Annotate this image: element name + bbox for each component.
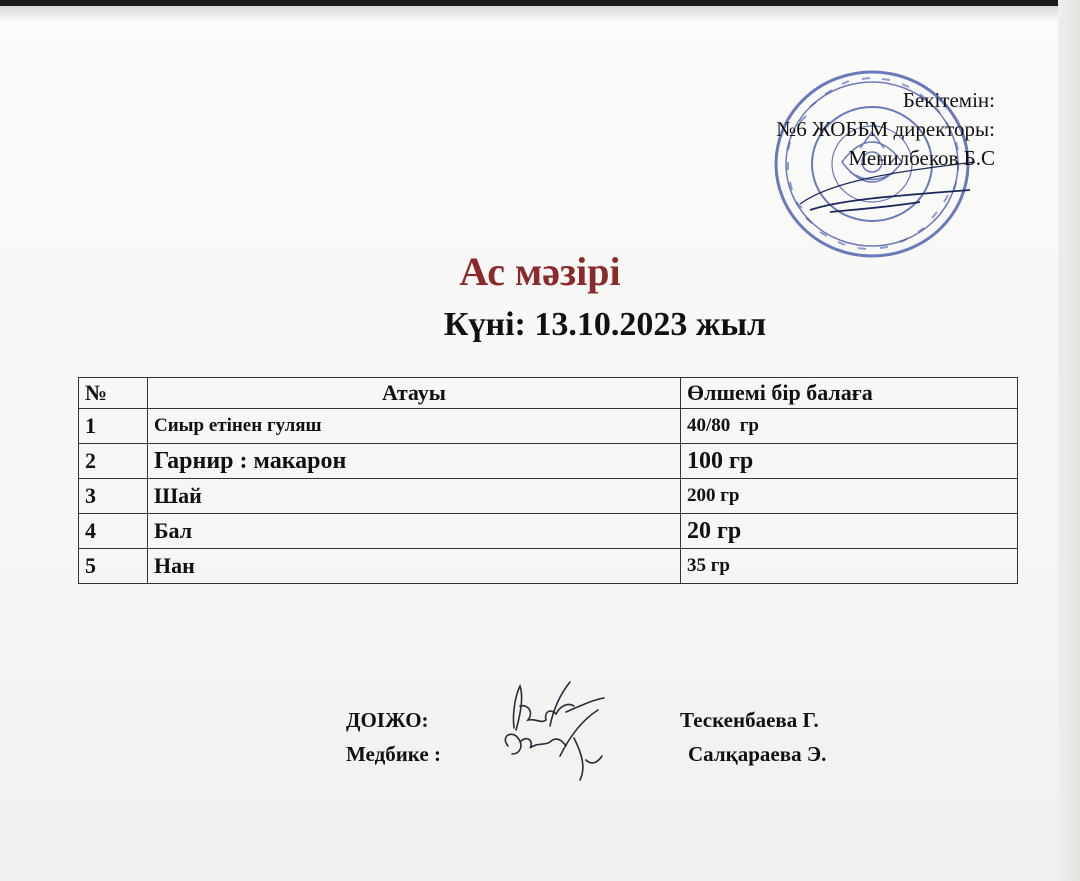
paper-shadow <box>0 6 1060 22</box>
approval-director-name: Менилбеков Б.С <box>848 146 995 170</box>
row-dish-name: Шай <box>148 479 681 514</box>
document-date: Күні: 13.10.2023 жыл <box>443 306 767 343</box>
table-row <box>79 514 1018 549</box>
row-amount: 100 гр <box>681 444 1018 479</box>
approval-position: №6 ЖОББМ директоры: <box>776 117 995 141</box>
signature-name-nurse: Салқараева Э. <box>688 742 827 766</box>
row-amount: 200 гр <box>681 479 1018 514</box>
header-name: Атауы <box>148 378 681 409</box>
row-amount: 40/80 гр <box>681 409 1018 444</box>
row-dish-name: Гарнир : макарон <box>148 444 681 479</box>
table-row <box>79 409 1018 444</box>
row-number: 2 <box>79 444 148 479</box>
approval-label: Бекітемін: <box>902 88 995 112</box>
page-title: Ас мәзірі <box>459 249 621 294</box>
table-row <box>79 479 1018 514</box>
row-number: 4 <box>79 514 148 549</box>
row-number: 5 <box>79 549 148 584</box>
row-number: 1 <box>79 409 148 444</box>
handwritten-signature-icon <box>490 676 630 786</box>
approval-block <box>700 86 995 173</box>
header-number: № <box>79 378 148 409</box>
paper-right-edge <box>1058 0 1080 881</box>
row-dish-name: Сиыр етінен гуляш <box>148 409 681 444</box>
signature-role-nurse: Медбике : <box>346 742 441 766</box>
row-amount: 20 гр <box>681 514 1018 549</box>
signature-name-doizho: Тескенбаева Г. <box>680 708 819 732</box>
row-amount: 35 гр <box>681 549 1018 584</box>
header-amount: Өлшемі бір балаға <box>681 378 1018 409</box>
row-dish-name: Нан <box>148 549 681 584</box>
table-header-row <box>79 378 1018 409</box>
table-row <box>79 549 1018 584</box>
signature-role-doizho: ДОІЖО: <box>346 708 429 732</box>
row-dish-name: Бал <box>148 514 681 549</box>
menu-table <box>78 377 1018 584</box>
table-row <box>79 444 1018 479</box>
row-number: 3 <box>79 479 148 514</box>
